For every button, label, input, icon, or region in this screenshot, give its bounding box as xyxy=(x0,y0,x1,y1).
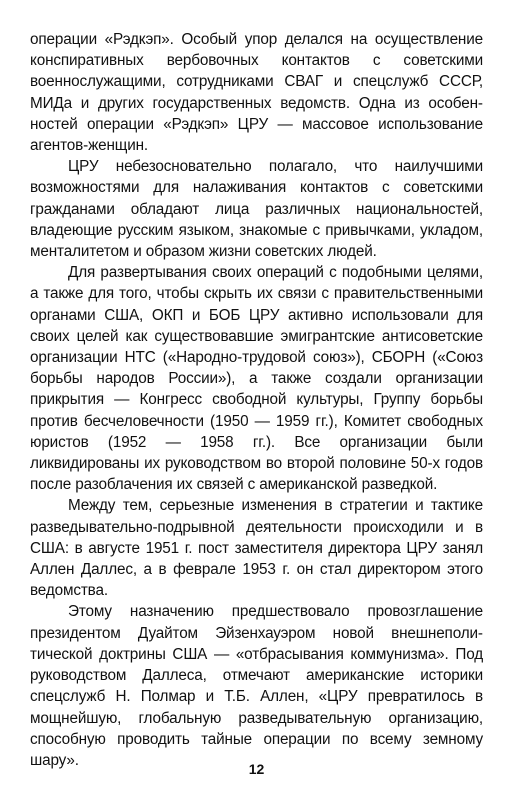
paragraph-1: операции «Рэдкэп». Особый упор делался на осуществление конспиративных вербовочных контактов с советскими военнослужащими, сотрудниками СВАГ и спецслужб СССР, МИДа и других государственных ведомств. Одна из особенностей операции «Рэдкэп» ЦРУ — массовое использование агентов-женщин. xyxy=(30,31,483,155)
paragraph-3: Для развертывания своих операций с подобными целями, а также для того, чтобы скрыть их связи с правительственными органами США, ОКП и БОБ ЦРУ активно использовали для своих целей как существовавшие эмигрантские антисоветские организации НТС («Народно-трудовой союз»), СБОРН («Союз борьбы народов России»), а также создали организации прикрытия — Конгресс свободной культуры, Группу борьбы против бесчеловечности (1950 — 1959 гг.), Комитет свободных юристов (1952 — 1958 гг.). Все организации были ликвидированы их руководством во второй половине 50-х годов после разоблачения их связей с американской разведкой. xyxy=(30,264,483,494)
page-number: 12 xyxy=(248,761,265,777)
paragraph-4: Между тем, серьезные изменения в стратегии и тактике разведывательно-подрывной деятельности происходили и в США: в августе 1951 г. пост заместителя директора ЦРУ занял Аллен Даллес, а в феврале 1953 г. он стал директором этого ведомства. xyxy=(30,497,483,600)
page-body xyxy=(30,29,483,771)
paragraph-2: ЦРУ небезосновательно полагало, что наилучшими возможностями для налаживания контактов с советскими гражданами обладают лица различных национальностей, владеющие русским языком, знакомые с привычками, укладом, менталитетом и образом жизни советских людей. xyxy=(30,158,483,261)
paragraph-5: Этому назначению предшествовало провозглашение президентом Дуайтом Эйзенхауэром новой внешнеполитической доктрины США — «отбрасывания коммунизма». Под руководством Даллеса, отмечают американские истoрики спецслужб Н. Полмар и Т.Б. Аллен, «ЦРУ превратилось в мощнейшую, глобальную разведывательную организацию, способную проводить тайные операции по всему земному шару». xyxy=(30,603,483,769)
